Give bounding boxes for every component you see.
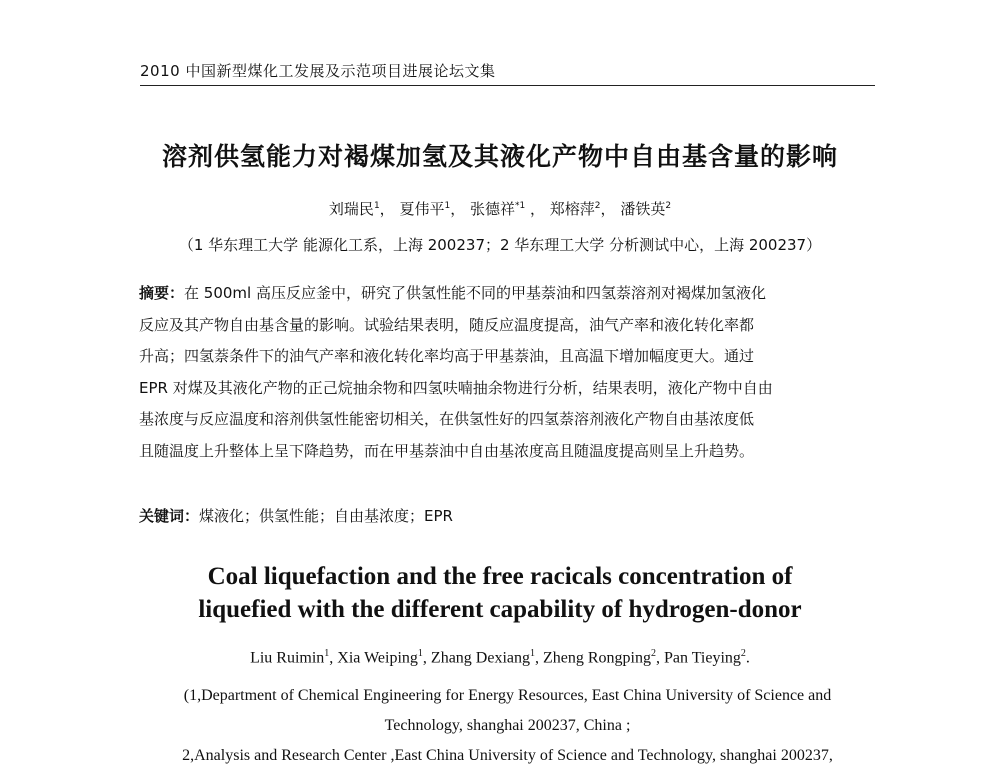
abstract-line: 升高；四氢萘条件下的油气产率和液化转化率均高于甲基萘油，且高温下增加幅度更大。通过 xyxy=(139,347,755,365)
abstract-label: 摘要： xyxy=(139,284,185,302)
abstract-line: 基浓度与反应温度和溶剂供氢性能密切相关，在供氢性好的四氢萘溶剂液化产物自由基浓度低 xyxy=(139,410,755,428)
author-name: Zhang Dexiang xyxy=(430,649,530,667)
author-name: 郑榕萍 xyxy=(549,200,595,218)
author-name: Xia Weiping xyxy=(337,649,418,667)
chinese-authors: 刘瑞民$^1$， 夏伟平$^1$， 张德祥$^{*1}$ ， 郑榕萍$^2$， 潘铁英$^2$ xyxy=(328,200,672,218)
author-sup: *1 xyxy=(515,201,526,211)
english-affil-line: (1,Department of Chemical Engineering for Energy Resources, East China University of Science and xyxy=(183,687,832,704)
chinese-affiliation: （1 华东理工大学 能源化工系，上海 200237；2 华东理工大学 分析测试中心，上海 200237） xyxy=(178,236,822,254)
english-title-line: Coal liquefaction and the free racicals concentration of xyxy=(207,563,793,590)
chinese-title: 溶剂供氢能力对褐煤加氢及其液化产物中自由基含量的影响 xyxy=(161,142,838,171)
english-title xyxy=(0,560,1000,626)
abstract-line: 且随温度上升整体上呈下降趋势，而在甲基萘油中自由基浓度高且随温度提高则呈上升趋势。 xyxy=(139,441,755,460)
english-authors: Liu Ruimin$^1$, Xia Weiping$^1$, Zhang Dexiang$^1$, Zheng Rongping$^2$, Pan Tieying$^2$. xyxy=(250,648,750,667)
author-name: 夏伟平 xyxy=(399,200,445,218)
running-header: 2010 中国新型煤化工发展及示范项目进展论坛文集 xyxy=(140,60,875,86)
chinese-keywords xyxy=(139,505,875,526)
abstract-line: 在 500ml 高压反应釜中，研究了供氢性能不同的甲基萘油和四氢萘溶剂对褐煤加氢液化 xyxy=(184,284,766,302)
author-name: 潘铁英 xyxy=(620,200,666,218)
english-affil-line: 2,Analysis and Research Center ,East China University of Science and Technology, shanghai 200237, xyxy=(182,747,833,764)
author-sup: 1 xyxy=(324,648,330,659)
author-sup: 1 xyxy=(373,201,380,211)
author-name: Zheng Rongping xyxy=(543,649,651,667)
author-name: 张德祥 xyxy=(469,200,515,218)
english-title-line: liquefied with the different capability of hydrogen-donor xyxy=(198,596,802,623)
author-sup: 2 xyxy=(740,648,746,659)
author-sup: 2 xyxy=(594,201,601,211)
english-affiliation xyxy=(140,681,875,771)
abstract-line: EPR 对煤及其液化产物的正己烷抽余物和四氢呋喃抽余物进行分析，结果表明，液化产物中自由 xyxy=(139,378,773,397)
author-name: Pan Tieying xyxy=(664,649,741,667)
author-sup: 1 xyxy=(417,648,423,659)
author-sup: 1 xyxy=(530,648,535,659)
author-name: Liu Ruimin xyxy=(250,649,325,667)
abstract-line: 反应及其产物自由基含量的影响。试验结果表明，随反应温度提高，油气产率和液化转化率都 xyxy=(139,315,755,334)
author-sup: 1 xyxy=(444,201,451,211)
keywords-text: 煤液化；供氢性能；自由基浓度；EPR xyxy=(199,507,453,525)
author-sup: 2 xyxy=(651,648,656,659)
author-sup: 2 xyxy=(665,201,672,211)
english-affil-line: Technology, shanghai 200237, China ; xyxy=(384,717,631,734)
chinese-abstract xyxy=(139,278,875,467)
keywords-label: 关键词： xyxy=(139,507,200,525)
author-name: 刘瑞民 xyxy=(328,200,374,218)
